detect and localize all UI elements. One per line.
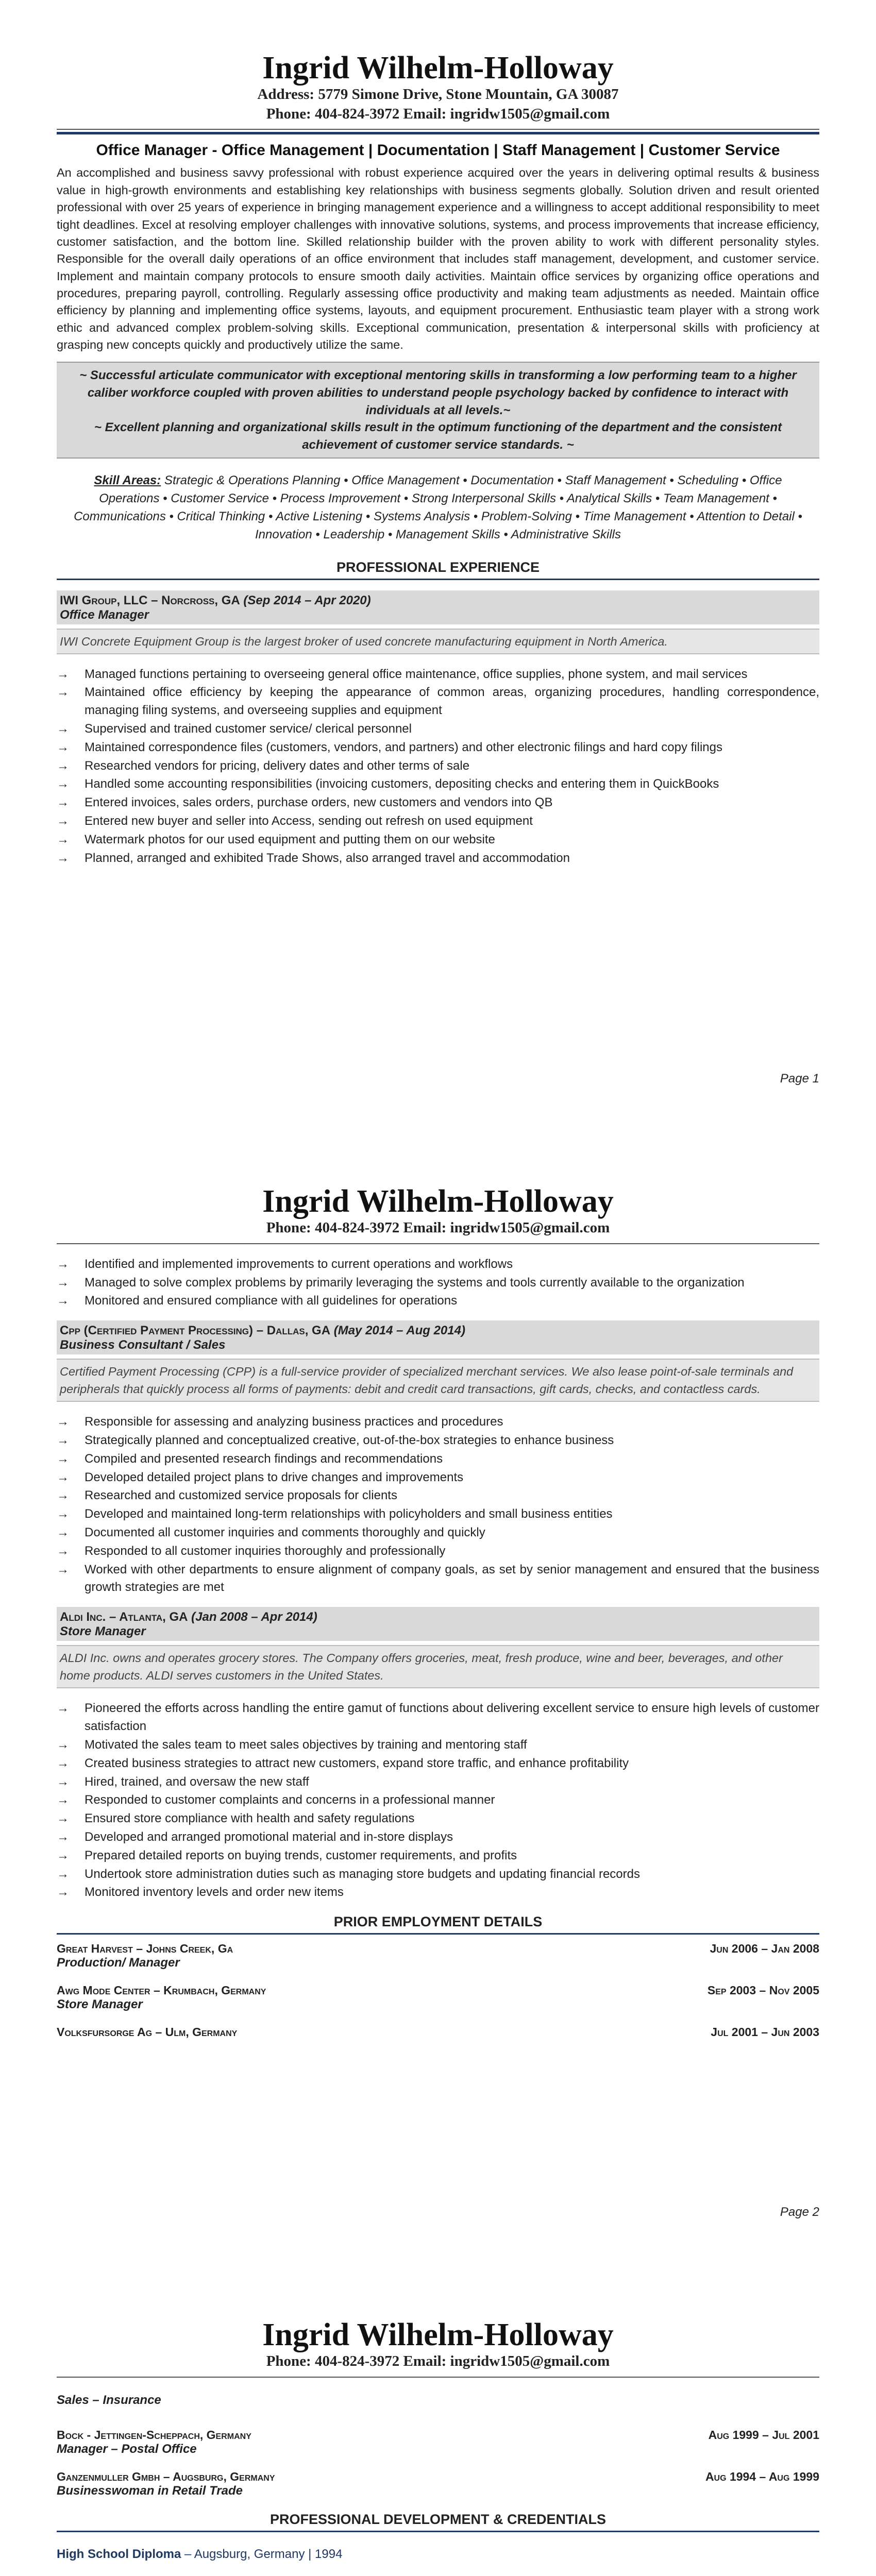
prior-dates: Aug 1994 – Aug 1999 bbox=[705, 2469, 819, 2483]
list-item: → Strategically planned and conceptualized creative, out-of-the-box strategies to enhance business bbox=[57, 1432, 819, 1450]
arrow-icon: → bbox=[57, 1737, 69, 1752]
prior-title: Businesswoman in Retail Trade bbox=[57, 2483, 243, 2498]
section-divider bbox=[57, 1933, 819, 1935]
list-item: → Responded to all customer inquiries thoroughly and professionally bbox=[57, 1543, 819, 1561]
list-item: → Managed to solve complex problems by primarily leveraging the systems and tools currently available to the organization bbox=[57, 1274, 819, 1292]
job-company: Cpp (Certified Payment Processing) – Dallas, GA bbox=[60, 1324, 331, 1338]
prior-company: Ganzenmuller Gmbh – Augsburg, Germany bbox=[57, 2469, 275, 2483]
arrow-icon: → bbox=[57, 1701, 69, 1716]
arrow-icon: → bbox=[57, 1867, 69, 1881]
prior-company: Awg Mode Center – Krumbach, Germany bbox=[57, 1984, 266, 1997]
section-divider bbox=[57, 2531, 819, 2532]
skills-label: Skill Areas: bbox=[94, 473, 161, 488]
resume-page-2 bbox=[0, 1133, 876, 2267]
arrow-icon: → bbox=[57, 1829, 69, 1844]
list-item: → Developed and maintained long-term relationships with policyholders and small business entities bbox=[57, 1505, 819, 1523]
list-item: → Worked with other departments to ensure alignment of company goals, as set by senior management and ensured that the business growth strategies are met bbox=[57, 1561, 819, 1597]
prior-title: Sales – Insurance bbox=[57, 2393, 161, 2407]
arrow-icon: → bbox=[57, 758, 69, 773]
prior-title: Store Manager bbox=[57, 1997, 143, 2012]
prior-job-row bbox=[57, 2470, 819, 2484]
list-item: → Entered invoices, sales orders, purchase orders, new customers and vendors into QB bbox=[57, 794, 819, 812]
address-line: Address: 5779 Simone Drive, Stone Mountain, GA 30087 bbox=[257, 86, 619, 103]
list-item: → Identified and implemented improvements to current operations and workflows bbox=[57, 1256, 819, 1274]
arrow-icon: → bbox=[57, 667, 69, 681]
job-header bbox=[57, 1320, 819, 1354]
job-title: Office Manager bbox=[60, 607, 149, 622]
prior-job-row bbox=[57, 2025, 819, 2039]
job-title: Store Manager bbox=[60, 1624, 146, 1639]
arrow-icon: → bbox=[57, 1470, 69, 1484]
list-item: → Motivated the sales team to meet sales objectives by training and mentoring staff bbox=[57, 1736, 819, 1754]
skill-areas bbox=[72, 472, 804, 544]
callout-line-2: ~ Excellent planning and organizational skills result in the optimum functioning of the department and the consistent achievement of customer service standards. ~ bbox=[94, 420, 782, 452]
job-bullets bbox=[57, 1413, 819, 1597]
list-item: → Monitored inventory levels and order new items bbox=[57, 1884, 819, 1902]
job-dates: (May 2014 – Aug 2014) bbox=[333, 1324, 465, 1338]
callout-line-1: ~ Successful articulate communicator with exceptional mentoring skills in transforming a low performing team to a higher caliber workforce coupled with proven abilities to understand people psychology backed by confidence to interact with individuals at all levels.~ bbox=[79, 368, 797, 417]
arrow-icon: → bbox=[57, 1415, 69, 1429]
header-divider bbox=[57, 129, 819, 130]
resume-page-1 bbox=[0, 0, 876, 1133]
list-item: → Maintained office efficiency by keeping the appearance of common areas, organizing procedures, handling correspondence, managing filing systems, and overseeing supplies and equipment bbox=[57, 684, 819, 720]
list-item: → Ensured store compliance with health and safety regulations bbox=[57, 1810, 819, 1828]
arrow-icon: → bbox=[57, 1562, 69, 1577]
list-item: → Undertook store administration duties such as managing store budgets and updating financial records bbox=[57, 1866, 819, 1884]
prior-dates: Jun 2006 – Jan 2008 bbox=[710, 1942, 819, 1956]
arrow-icon: → bbox=[57, 1774, 69, 1789]
arrow-icon: → bbox=[57, 832, 69, 846]
header-divider bbox=[57, 2377, 819, 2378]
list-item: → Responsible for assessing and analyzing business practices and procedures bbox=[57, 1413, 819, 1431]
prior-dates: Jul 2001 – Jun 2003 bbox=[711, 2025, 819, 2039]
job-header bbox=[57, 590, 819, 624]
list-item: → Pioneered the efforts across handling the entire gamut of functions about delivering excellent service to ensure high levels of customer satisfaction bbox=[57, 1700, 819, 1736]
arrow-icon: → bbox=[57, 1811, 69, 1826]
list-item: → Maintained correspondence files (customers, vendors, and partners) and other electronic filings and hard copy filings bbox=[57, 739, 819, 757]
arrow-icon: → bbox=[57, 1793, 69, 1807]
arrow-icon: → bbox=[57, 1488, 69, 1503]
section-divider bbox=[57, 579, 819, 580]
phone-email-line: Phone: 404-824-3972 Email: ingridw1505@gmail.com bbox=[266, 2353, 610, 2370]
prior-company: Great Harvest – Johns Creek, Ga bbox=[57, 1942, 233, 1956]
list-item: → Monitored and ensured compliance with all guidelines for operations bbox=[57, 1292, 819, 1310]
list-item: → Watermark photos for our used equipment and putting them on our website bbox=[57, 831, 819, 849]
prior-job-row bbox=[57, 2428, 819, 2442]
prior-title: Production/ Manager bbox=[57, 1956, 180, 1970]
prior-dates: Sep 2003 – Nov 2005 bbox=[707, 1984, 819, 1997]
job-description: IWI Concrete Equipment Group is the largest broker of used concrete manufacturing equipment in North America. bbox=[57, 629, 819, 654]
prior-title: Manager – Postal Office bbox=[57, 2442, 197, 2456]
headline: Office Manager - Office Management | Documentation | Staff Management | Customer Service bbox=[96, 142, 780, 159]
arrow-icon: → bbox=[57, 1526, 69, 1540]
job-company: Aldi Inc. – Atlanta, GA bbox=[60, 1610, 188, 1624]
list-item: → Researched vendors for pricing, delivery dates and other terms of sale bbox=[57, 757, 819, 775]
list-item: → Entered new buyer and seller into Access, sending out refresh on used equipment bbox=[57, 812, 819, 831]
section-title-professional: PROFESSIONAL EXPERIENCE bbox=[336, 559, 540, 575]
arrow-icon: → bbox=[57, 740, 69, 754]
skills-text: Strategic & Operations Planning • Office Management • Documentation • Staff Management • Scheduling • Office Operations • Customer Service • Process Improvement • Strong Interpersonal Skills • Analytical Skills • Team Management • Communications • Critical Thinking • Active Listening • Systems Analysis • Problem-Solving • Time Management • Attention to Detail • Innovation • Leadership • Management Skills • Administrative Skills bbox=[74, 473, 802, 541]
arrow-icon: → bbox=[57, 1257, 69, 1271]
phone-email-line: Phone: 404-824-3972 Email: ingridw1505@gmail.com bbox=[266, 1219, 610, 1236]
job-bullets bbox=[57, 1256, 819, 1310]
list-item: → Prepared detailed reports on buying trends, customer requirements, and profits bbox=[57, 1847, 819, 1865]
arrow-icon: → bbox=[57, 1756, 69, 1770]
job-header bbox=[57, 1607, 819, 1641]
header-divider bbox=[57, 1243, 819, 1244]
candidate-name: Ingrid Wilhelm-Holloway bbox=[262, 50, 614, 86]
list-item: → Developed detailed project plans to drive changes and improvements bbox=[57, 1469, 819, 1487]
list-item: → Documented all customer inquiries and comments thoroughly and quickly bbox=[57, 1524, 819, 1542]
job-dates: (Sep 2014 – Apr 2020) bbox=[243, 593, 371, 607]
job-description: Certified Payment Processing (CPP) is a full-service provider of specialized merchant services. We also lease point-of-sale terminals and peripherals that quickly process all forms of payments: debit and credit card transactions, gift cards, checks, and contactless cards. bbox=[57, 1359, 819, 1402]
section-title-prior: PRIOR EMPLOYMENT DETAILS bbox=[333, 1914, 543, 1930]
arrow-icon: → bbox=[57, 1885, 69, 1900]
job-description: ALDI Inc. owns and operates grocery stores. The Company offers groceries, meat, fresh produce, wine and beer, beverages, and other home products. ALDI serves customers in the United States. bbox=[57, 1645, 819, 1688]
arrow-icon: → bbox=[57, 1433, 69, 1448]
list-item: → Developed and arranged promotional material and in-store displays bbox=[57, 1828, 819, 1846]
page-number: Page 1 bbox=[780, 1072, 819, 1086]
arrow-icon: → bbox=[57, 795, 69, 810]
arrow-icon: → bbox=[57, 814, 69, 828]
arrow-icon: → bbox=[57, 1544, 69, 1558]
arrow-icon: → bbox=[57, 1451, 69, 1466]
list-item: → Researched and customized service proposals for clients bbox=[57, 1487, 819, 1505]
resume-page-3 bbox=[0, 2267, 876, 2576]
list-item: → Responded to customer complaints and concerns in a professional manner bbox=[57, 1791, 819, 1809]
prior-company: Volksfursorge Ag – Ulm, Germany bbox=[57, 2025, 238, 2039]
callout-box bbox=[57, 362, 819, 459]
prior-job-row bbox=[57, 1984, 819, 1997]
page-number: Page 2 bbox=[780, 2205, 819, 2219]
arrow-icon: → bbox=[57, 1275, 69, 1290]
arrow-icon: → bbox=[57, 851, 69, 865]
job-dates: (Jan 2008 – Apr 2014) bbox=[191, 1610, 317, 1624]
prior-company: Bock - Jettingen-Scheppach, Germany bbox=[57, 2428, 251, 2442]
job-bullets bbox=[57, 666, 819, 868]
list-item: → Hired, trained, and oversaw the new staff bbox=[57, 1773, 819, 1791]
section-title-credentials: PROFESSIONAL DEVELOPMENT & CREDENTIALS bbox=[269, 2511, 607, 2527]
credential-high-school: High School Diploma – Augsburg, Germany | 1994 bbox=[57, 2547, 343, 2561]
arrow-icon: → bbox=[57, 1848, 69, 1862]
arrow-icon: → bbox=[57, 685, 69, 700]
candidate-name: Ingrid Wilhelm-Holloway bbox=[262, 2317, 614, 2352]
list-item: → Compiled and presented research findings and recommendations bbox=[57, 1450, 819, 1468]
list-item: → Managed functions pertaining to overseeing general office maintenance, office supplies, phone system, and mail services bbox=[57, 666, 819, 684]
summary-paragraph: An accomplished and business savvy professional with robust experience acquired over the years in delivering optimal results & business value in high-growth environments and establishing key relationships with business segments globally. Solution driven and result oriented professional with over 25 years of experience in bringing management experience and a willingness to accept additional responsibility to meet tight deadlines. Excel at resolving employer challenges with innovative solutions, systems, and process improvements that increase efficiency, customer satisfaction, and the bottom line. Skilled relationship builder with the proven ability to work with different personality styles. Responsible for the overall daily operations of an office environment that includes staff management, development, and customer service. Implement and maintain company protocols to ensure smooth daily activities. Maintain office services by organizing office operations and procedures, preparing payroll, controlling. Regularly assessing office productivity and making team adjustments as needed. Maintain office efficiency by planning and implementing office systems, layouts, and equipment procurement. Enthusiastic team player with a strong work ethic and advanced complex problem-solving skills. Exceptional communication, presentation & interpersonal skills with proficiency at grasping new concepts quickly and productively utilize the same. bbox=[57, 166, 819, 352]
arrow-icon: → bbox=[57, 777, 69, 791]
header-divider-navy bbox=[57, 132, 819, 134]
prior-job-row bbox=[57, 1942, 819, 1956]
arrow-icon: → bbox=[57, 1507, 69, 1521]
job-bullets bbox=[57, 1700, 819, 1902]
list-item: → Supervised and trained customer service/ clerical personnel bbox=[57, 720, 819, 738]
list-item: → Planned, arranged and exhibited Trade Shows, also arranged travel and accommodation bbox=[57, 850, 819, 868]
arrow-icon: → bbox=[57, 722, 69, 736]
arrow-icon: → bbox=[57, 1294, 69, 1308]
prior-dates: Aug 1999 – Jul 2001 bbox=[708, 2428, 819, 2442]
list-item: → Handled some accounting responsibilities (invoicing customers, depositing checks and entering them in QuickBooks bbox=[57, 775, 819, 793]
job-title: Business Consultant / Sales bbox=[60, 1338, 226, 1352]
phone-email-line: Phone: 404-824-3972 Email: ingridw1505@gmail.com bbox=[266, 105, 610, 122]
candidate-name: Ingrid Wilhelm-Holloway bbox=[262, 1184, 614, 1219]
job-company: IWI Group, LLC – Norcross, GA bbox=[60, 593, 240, 607]
list-item: → Created business strategies to attract new customers, expand store traffic, and enhance profitability bbox=[57, 1755, 819, 1773]
